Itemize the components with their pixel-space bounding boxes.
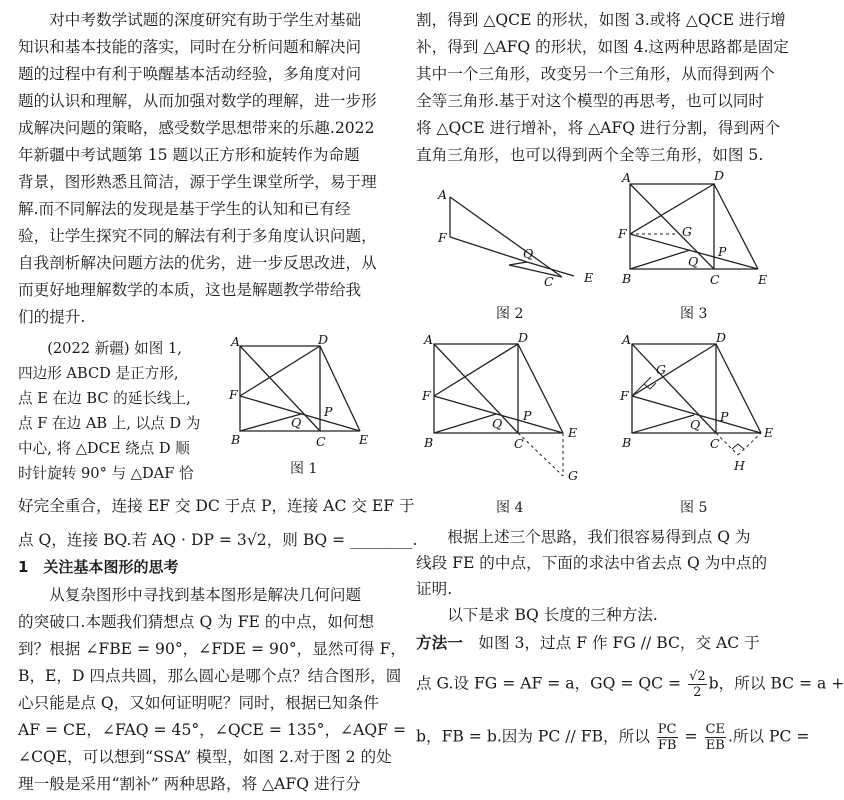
problem-line: 好完全重合，连接 EF 交 DC 于点 P，连接 AC 交 EF 于 [18, 497, 415, 515]
intro-line: 解.而不同解法的发现是基于学生的认知和已有经 [18, 200, 351, 218]
section-line: ∠CQE，可以想到“SSA” 模型，如图 2.对于图 2 的处 [18, 748, 392, 766]
label-B: B [231, 432, 241, 447]
problem-line: 点 Q，连接 BQ.若 AQ · DP = 3√2，则 BQ = ________. [18, 531, 418, 549]
fraction-denominator: FB [657, 738, 677, 753]
label-P: P [718, 244, 727, 259]
label-Q: Q [523, 246, 534, 261]
label-C: C [316, 434, 326, 449]
label-A: A [438, 187, 448, 202]
fraction-root2-over-2 [688, 669, 707, 700]
label-G: G [568, 468, 578, 483]
problem-line: (2022 新疆) 如图 1, [18, 340, 182, 357]
label-B: B [622, 435, 632, 450]
figure-1-caption: 图 1 [290, 461, 318, 477]
figure-2 [434, 182, 594, 297]
method-one-text: 如图 3，过点 F 作 FG // BC，交 AC 于 [462, 634, 760, 652]
method-one-line-3 [416, 722, 810, 753]
right-text-line: 以下是求 BQ 长度的三种方法. [416, 606, 658, 624]
label-B: B [622, 271, 632, 286]
label-E: E [584, 270, 594, 285]
label-P: P [324, 404, 333, 419]
intro-line: 年新疆中考试题第 15 题以正方形和旋转作为命题 [18, 146, 360, 164]
label-D: D [518, 330, 529, 345]
intro-line: 题的过程中有利于唤醒基本活动经验，多角度对问 [18, 65, 362, 83]
label-C: C [544, 274, 554, 289]
label-C: C [514, 436, 524, 451]
label-F: F [229, 387, 238, 402]
section-line: 心只能是点 Q，又如何证明呢？同时，根据已知条件 [18, 694, 379, 712]
label-G: G [682, 224, 692, 239]
method-one-text: 点 G.设 FG = AF = a，GQ = QC = [416, 674, 682, 693]
label-A: A [622, 332, 632, 347]
label-D: D [716, 330, 727, 345]
label-H: H [734, 458, 745, 473]
section-line: B，E，D 四点共圆，那么圆心是哪个点？结合图形，圆 [18, 667, 402, 685]
label-A: A [424, 332, 434, 347]
problem-line: 中心, 将 △DCE 绕点 D 顺 [18, 440, 190, 457]
right-text-line: 直角三角形，也可以得到两个全等三角形，如图 5. [416, 146, 764, 164]
label-G: G [656, 362, 666, 377]
label-P: P [720, 409, 729, 424]
label-E: E [568, 425, 578, 440]
figure-4-lines [434, 344, 563, 476]
label-E: E [359, 432, 369, 447]
fraction-numerator: CE [705, 722, 725, 737]
figure-2-caption: 图 2 [496, 306, 524, 322]
intro-line: 而更好地理解数学的本质，这也是解题教学带给我 [18, 281, 362, 299]
method-one-line-2 [416, 669, 844, 700]
intro-line: 验，让学生探究不同的解法有利于多角度认识问题， [18, 227, 377, 245]
problem-line: 点 F 在边 AB 上, 以点 D 为 [18, 415, 201, 432]
intro-line: 自我剖析解决问题方法的优劣，进一步反思改进，从 [18, 254, 377, 272]
figure-3 [618, 168, 790, 293]
figure-5-caption: 图 5 [680, 500, 708, 516]
fraction-ce-over-eb [705, 722, 726, 753]
label-C: C [710, 272, 720, 287]
fraction-numerator: √2 [689, 669, 706, 684]
label-E: E [758, 272, 768, 287]
section-line: AF = CE，∠FAQ = 45°，∠QCE = 135°，∠AQF = [18, 721, 407, 739]
right-text-line: 补，得到 △AFQ 的形状，如图 4.这两种思路都是固定 [416, 38, 789, 56]
method-one-label: 方法一 [416, 634, 463, 652]
problem-line: 点 E 在边 BC 的延长线上, [18, 390, 191, 407]
figure-5 [616, 330, 796, 486]
label-P: P [523, 408, 532, 423]
right-text-line: 其中一个三角形，改变另一个三角形，从而得到两个 [416, 65, 775, 83]
right-text-line: 根据上述三个思路，我们很容易得到点 Q 为 [416, 528, 751, 546]
figure-4 [420, 330, 590, 486]
intro-line: 成解决问题的策略，感受数学思想带来的乐趣.2022 [18, 119, 375, 137]
equals-sign: = [684, 727, 698, 746]
fraction-denominator: 2 [693, 685, 702, 700]
label-F: F [438, 230, 447, 245]
method-one-text: .所以 PC = [727, 727, 810, 746]
label-Q: Q [492, 416, 503, 431]
figure-2-lines [450, 197, 574, 277]
label-F: F [422, 388, 431, 403]
label-D: D [318, 332, 329, 347]
label-D: D [714, 168, 725, 183]
section-line: 到？根据 ∠FBE = 90°，∠FDE = 90°，显然可得 F， [18, 640, 407, 658]
right-text-line: 全等三角形.基于对这个模型的再思考，也可以同时 [416, 92, 765, 110]
fraction-denominator: EB [705, 738, 725, 753]
figure-1 [228, 332, 388, 451]
label-Q: Q [690, 417, 701, 432]
method-one-line [416, 633, 760, 653]
intro-line: 们的提升. [18, 308, 86, 326]
label-F: F [620, 388, 629, 403]
method-one-text: b，所以 BC = a + [708, 674, 844, 693]
label-A: A [622, 170, 632, 185]
label-Q: Q [291, 415, 302, 430]
figure-5-lines [632, 344, 761, 455]
intro-line: 背景，图形熟悉且简洁，源于学生课堂所学，易于理 [18, 173, 377, 191]
label-C: C [710, 436, 720, 451]
problem-line: 四边形 ABCD 是正方形, [18, 365, 179, 382]
right-text-line: 证明. [416, 580, 453, 598]
section-line: 从复杂图形中寻找到基本图形是解决几何问题 [18, 586, 362, 604]
section-line: 理一般是采用“割补” 两种思路，将 △AFQ 进行分 [18, 775, 361, 793]
fraction-pc-over-fb [657, 722, 678, 753]
figure-4-caption: 图 4 [496, 500, 524, 516]
figure-3-caption: 图 3 [680, 306, 708, 322]
method-one-text: b，FB = b.因为 PC // FB，所以 [416, 727, 650, 746]
intro-line: 对中考数学试题的深度研究有助于学生对基础 [18, 11, 362, 29]
problem-line: 时针旋转 90° 与 △DAF 恰 [18, 465, 194, 482]
intro-line: 题的认识和理解，从而加强对数学的理解，进一步形 [18, 92, 377, 110]
fraction-numerator: PC [657, 722, 677, 737]
intro-line: 知识和基本技能的落实，同时在分析问题和解决问 [18, 38, 362, 56]
label-E: E [764, 425, 774, 440]
right-text-line: 割，得到 △QCE 的形状，如图 3.或将 △QCE 进行增 [416, 11, 786, 29]
label-A: A [231, 334, 241, 349]
section-line: 的突破口.本题我们猜想点 Q 为 FE 的中点，如何想 [18, 613, 375, 631]
label-Q: Q [688, 254, 699, 269]
label-F: F [618, 226, 627, 241]
right-text-line: 将 △QCE 进行增补，将 △AFQ 进行分割，得到两个 [416, 119, 781, 137]
right-text-line: 线段 FE 的中点，下面的求法中省去点 Q 为中点的 [416, 554, 768, 572]
section-heading: 1 关注基本图形的思考 [18, 558, 179, 576]
label-B: B [424, 435, 434, 450]
